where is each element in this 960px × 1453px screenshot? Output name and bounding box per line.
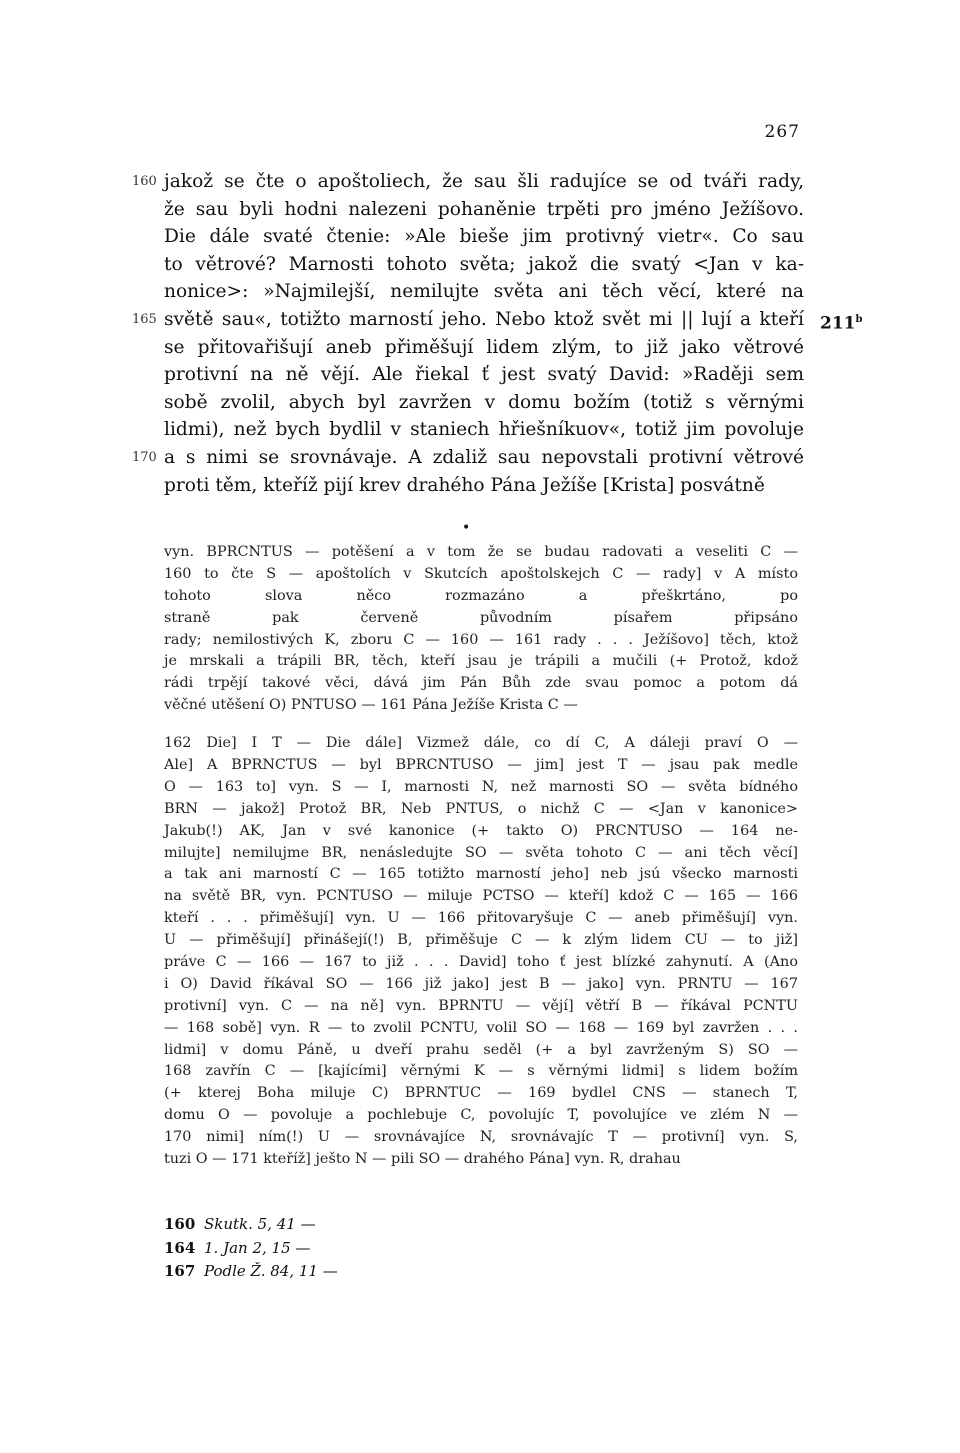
apparatus-line: vyn. BPRCNTUS — potěšení a v tom že se budau radovati a veseliti C — [164,544,798,560]
line-text: že sau byli hodni nalezeni pohaněnie trpěti pro jméno Ježíšovo. [164,198,804,220]
apparatus-line: rádi trpějí takové věci, dává jim Pán Bůh zde svau pomoc a potom dá [164,675,798,692]
apparatus-line: rady; nemilostivých K, zboru C — 160 — 161 rady . . . Ježíšovo] těch, ktož [164,631,798,648]
reference-line-number: 164 [164,1238,196,1257]
apparatus-line: straně pak červeně původním písařem připsáno [164,609,798,626]
apparatus-line: kteří . . . přiměšují] vyn. U — 166 přitovaryšuje C — aneb přiměšují] vyn. [164,910,798,927]
line-text: sobě zvolil, abych byl zavržen v domu božím (totiž s věrnými [164,391,804,413]
apparatus-line: Ale] A BPRNCTUS — byl BPRCNTUSO — jim] jest T — jsau pak medle [164,757,798,774]
apparatus-line: — 168 sobě] vyn. R — to zvolil PCNTU, volil SO — 168 — 169 byl zavržen . . . [164,1019,798,1036]
line-text: nonice>: »Najmilejší, nemilujte světa ani těch věcí, které na [164,281,804,303]
apparatus-line: milujte] nemilujme BR, nenásledujte SO — světa tohoto C — ani těch věcí] [164,844,798,861]
main-text-line [118,444,804,472]
apparatus-line: a tak ani marností C — 165 totižto marností jeho] neb jsú všecko marnosti [164,866,798,883]
main-text-line [118,251,804,279]
apparatus-line: práve C — 166 — 167 to již . . . David] toho ť jest blízké zahynutí. A (Ano [164,954,798,971]
reference-item [164,1237,464,1261]
margin-folio-number: 211 [820,313,856,334]
apparatus-line: je mrskali a trápili BR, těch, kteří jsau je trápili a mučili (+ Protož, kdož [164,653,798,670]
apparatus-line: lidmi] v domu Páně, u dveří prahu seděl (+ a byl zavrženým S) SO — [164,1041,798,1058]
apparatus-line: 170 nimi] ním(!) U — srovnávajíce N, srovnávajíc T — protivní] vyn. S, [164,1129,798,1146]
reference-source: Podle Ž. 84, 11 — [204,1262,338,1280]
line-text: Die dále svaté čtenie: »Ale bieše jim protivný vietr«. Co sau [164,226,804,248]
main-text-line [118,361,804,389]
apparatus-line: 162 Die] I T — Die dále] Vizmež dále, co dí C, A dáleji praví O — [164,735,798,752]
line-text: světě sau«, totižto marností jeho. Nebo ktož svět mi || lují a kteří [164,308,804,330]
apparatus-line: (+ kterej Boha miluje C) BPRNTUC — 169 bydlel CNS — stanech T, [164,1085,798,1102]
apparatus-line: i O) David říkával SO — 166 již jako] jest B — jako] vyn. PRNTU — 167 [164,975,798,992]
reference-line-number: 160 [164,1215,196,1233]
main-text-line [118,416,804,444]
main-text [118,168,863,499]
apparatus-gap [164,717,798,733]
apparatus-line: BRN — jakož] Protož BR, Neb PNTUS, o nichž C — <Jan v kanonice> [164,800,798,817]
apparatus-line: domu O — povoluje a pochlebuje C, povolujíc T, povolujíce ve zlém N — [164,1107,798,1124]
line-text: lidmi), než bych bydlil v staniech hřiešníkuov«, totiž jim povoluje [164,419,804,441]
page-number: 267 [764,122,800,142]
line-text: se přitovařišují aneb přiměšují lidem zlým, to již jako větrové [164,336,804,358]
main-text-line [118,306,863,334]
main-text-line [118,168,804,196]
references [164,1213,464,1284]
reference-item [164,1213,464,1237]
apparatus-line: 168 zavřín C — [kajícími] věrnými K — s věrnými lidmi] s lidem božím [164,1063,798,1080]
main-text-line [118,389,804,417]
main-text-line [118,472,804,500]
line-text: to větrové? Marnosti tohoto světa; jakož die svatý <Jan v ka- [164,253,804,275]
apparatus-line: Jakub(!) AK, Jan v své kanonice (+ takto O) PRCNTUSO — 164 ne- [164,822,798,839]
main-text-line [118,223,804,251]
margin-folio-note [820,306,863,338]
apparatus-line: tuzi O — 171 kteříž] ješto N — pili SO — drahého Pána] vyn. R, drahau [164,1151,681,1168]
line-text: jakož se čte o apoštoliech, že sau šli radujíce se od tváři rady, [164,171,804,192]
line-text: proti těm, kteříž pijí krev drahého Pána Ježíše [Krista] posvátně [164,474,765,496]
reference-item [164,1260,464,1284]
apparatus-line: U — přiměšují] přinášejí(!) B, přiměšuje C — k zlým lidem CU — to již] [164,932,798,949]
apparatus-line: protivní] vyn. C — na ně] vyn. BPRNTU — vějí] větří B — říkával PCNTU [164,997,798,1014]
line-text: a s nimi se srovnávaje. A zdaliž sau nepovstali protivní větrové [164,446,804,468]
critical-apparatus [164,542,798,1171]
main-text-line [118,334,804,362]
apparatus-line: 160 to čte S — apoštolích v Skutcích apoštolskejch C — rady] v A místo [164,565,798,582]
line-text: protivní na ně vějí. Ale řiekal ť jest svatý David: »Raději sem [164,364,804,386]
apparatus-line: na světě BR, vyn. PCNTUSO — miluje PCTSO — kteří] kdož C — 165 — 166 [164,888,798,905]
separator-dot: • [462,520,471,536]
reference-line-number: 167 [164,1262,196,1280]
line-number: 165 [132,311,157,327]
reference-source: 1. Jan 2, 15 — [204,1238,311,1257]
main-text-line [118,196,804,224]
margin-folio-side: b [855,313,863,325]
reference-source: Skutk. 5, 41 — [204,1215,316,1233]
apparatus-line: věčné utěšení O) PNTUSO — 161 Pána Ježíše Krista C — [164,697,578,714]
line-number: 160 [132,174,157,189]
main-text-line [118,278,804,306]
apparatus-line: tohoto slova něco rozmazáno a přeškrtáno, po [164,587,798,604]
line-number: 170 [132,449,157,465]
apparatus-line: O — 163 to] vyn. S — I, marnosti N, než marnosti SO — světa bídného [164,778,798,795]
